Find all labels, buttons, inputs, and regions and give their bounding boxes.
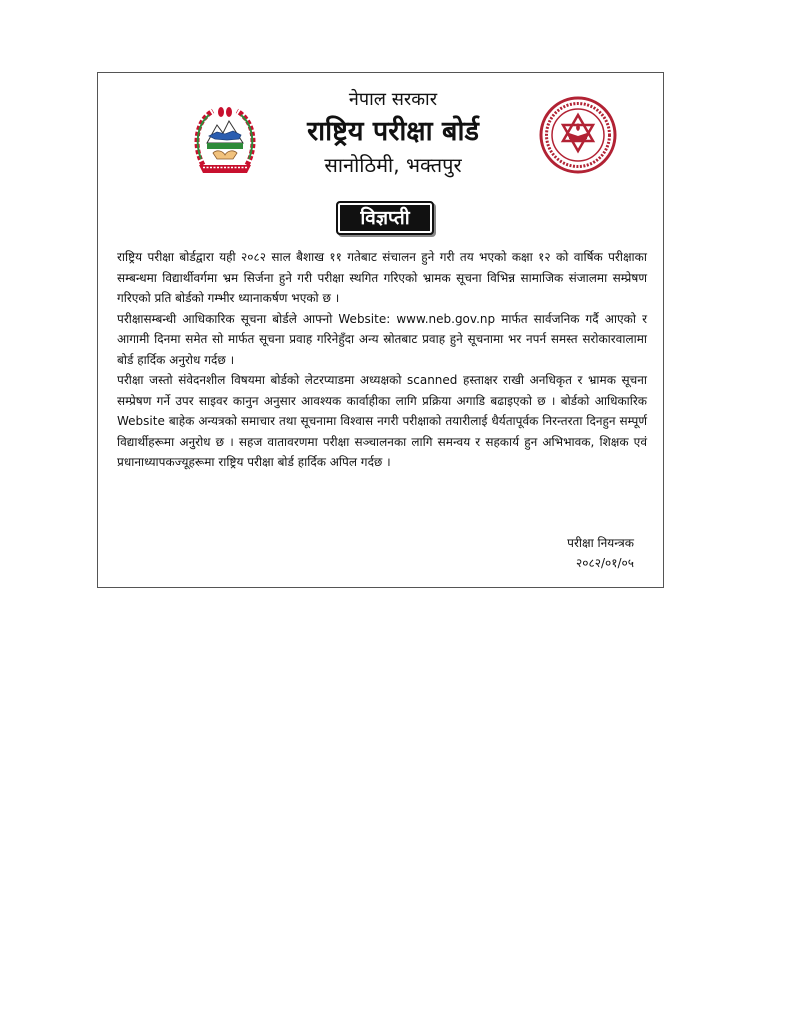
board-name: राष्ट्रिय परीक्षा बोर्ड [307, 116, 479, 147]
notice-paragraph-3: परीक्षा जस्तो संवेदनशील विषयमा बोर्डको लेटरप्याडमा अध्यक्षको scanned हस्ताक्षर राखी अनधिकृत र भ्रामक सूचना सम्प्रेषण गर्ने उपर साइवर कानुन अनुसार आवश्यक कार्वाहीका लागि प्रक्रिया अगाडि बढाइएको छ । बोर्डको आधिकारिक Website बाहेक अन्यत्रको समाचार तथा सूचनामा विश्वास नगरी परीक्षाको तयारीलाई धैर्यतापूर्वक निरन्तरता दिनहुन सम्पूर्ण विद्यार्थीहरूमा अनुरोध छ । सहज वातावरणमा परीक्षा सञ्चालनका लागि समन्वय र सहकार्य हुन अभिभावक, शिक्षक एवं प्रधानाध्यापकज्यूहरूमा राष्ट्रिय परीक्षा बोर्ड हार्दिक अपिल गर्दछ । [117, 373, 647, 469]
notice-body [117, 247, 647, 473]
national-examinations-board-logo-icon [538, 95, 618, 175]
notice-paragraph-1: राष्ट्रिय परीक्षा बोर्डद्वारा यही २०८२ साल बैशाख ११ गतेबाट संचालन हुने गरी तय भएको कक्षा १२ को वार्षिक परीक्षाका सम्बन्धमा विद्यार्थीवर्गमा भ्रम सिर्जना हुने गरी परीक्षा स्थगित गरिएको भ्रामक सूचना विभिन्न सामाजिक संजालमा सम्प्रेषण गरिएको प्रति बोर्डको गम्भीर ध्यानाकर्षण भएको छ । [117, 250, 647, 305]
signatory-designation: परीक्षा नियन्त्रक [567, 536, 634, 550]
notice-document [97, 72, 664, 588]
signature-block [567, 533, 634, 573]
notice-paragraph-2: परीक्षासम्बन्धी आधिकारिक सूचना बोर्डले आफ्नो Website: www.neb.gov.np मार्फत सार्वजनिक गर्दै आएको र आगामी दिनमा समेत सो मार्फत सूचना प्रवाह गरिनेहुँदा अन्य स्रोतबाट प्रवाह हुने सूचनामा भर नपर्न समस्त सरोकारवालामा बोर्ड हार्दिक अनुरोध गर्दछ । [117, 311, 647, 367]
notice-date: २०८२/०१/०५ [575, 556, 634, 570]
board-location: सानोठिमी, भक्तपुर [324, 153, 462, 177]
government-name: नेपाल सरकार [348, 89, 438, 110]
notice-title: विज्ञप्ती [336, 201, 434, 235]
